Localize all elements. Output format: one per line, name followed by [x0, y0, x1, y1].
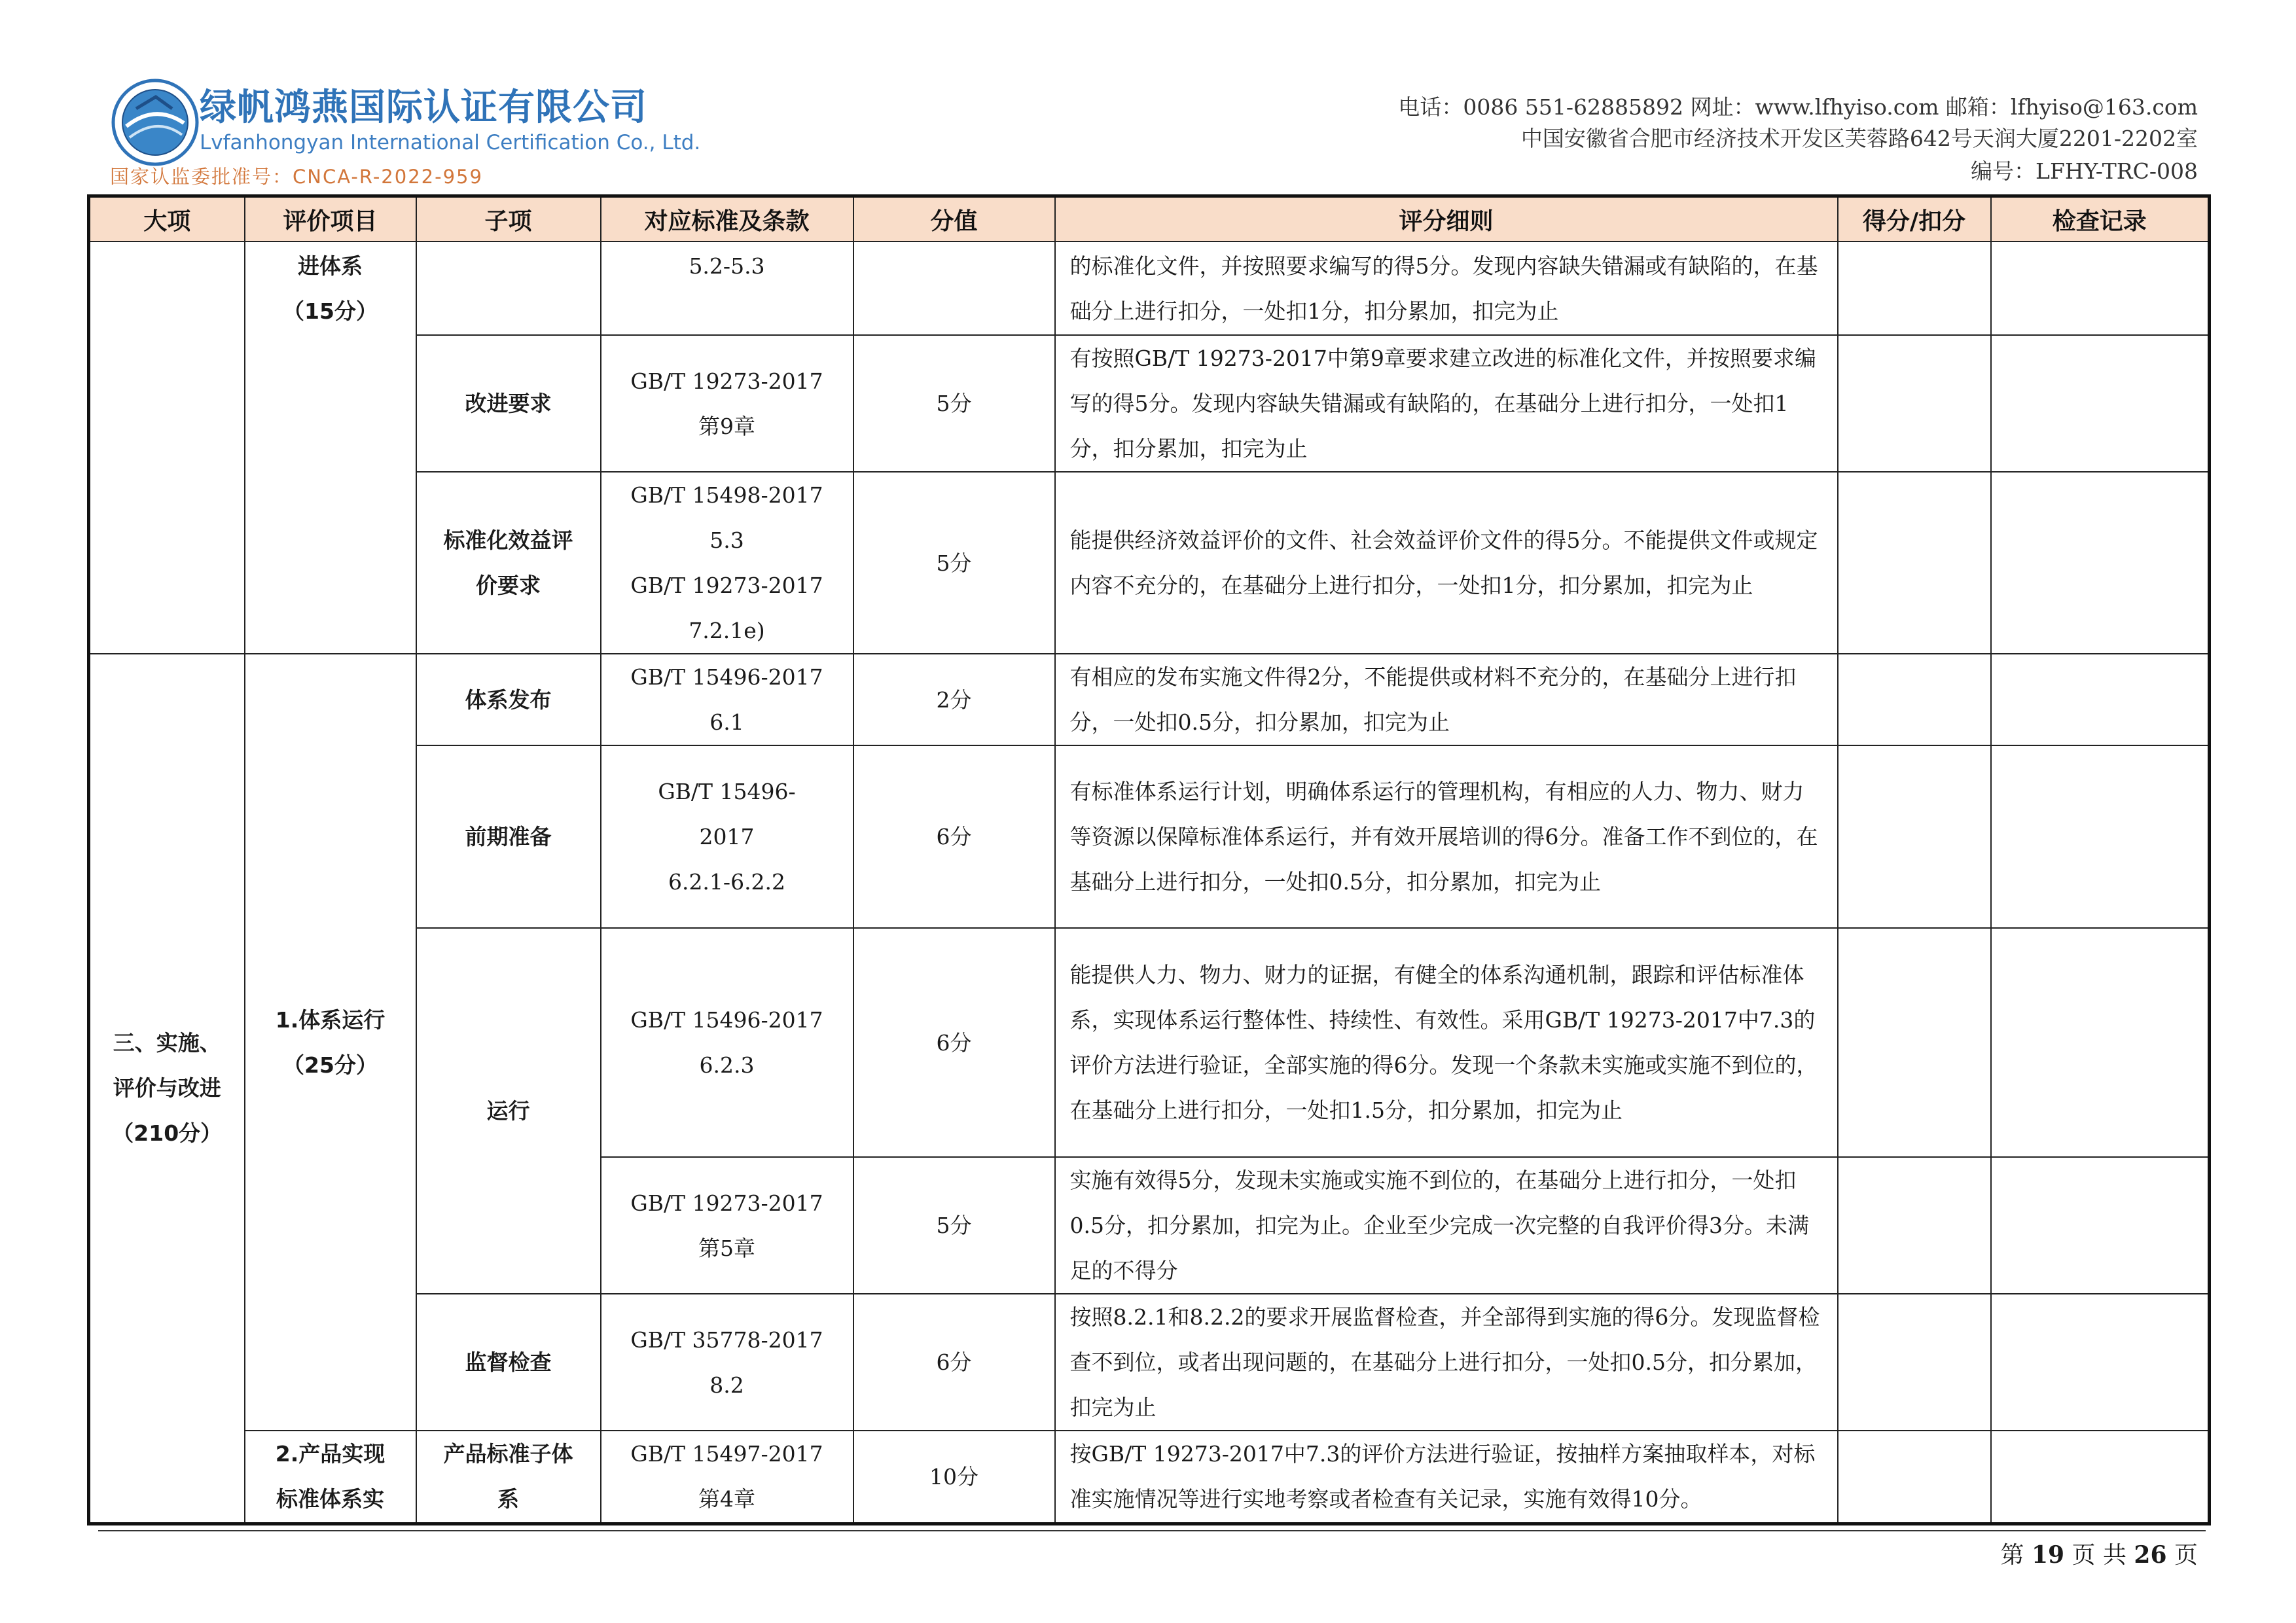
company-name-cn: 绿帆鸿燕国际认证有限公司: [200, 86, 647, 129]
score-cell: 10分: [853, 1431, 1055, 1524]
points-input-cell[interactable]: [1838, 1157, 1991, 1294]
subitem-cell: 运行: [416, 928, 601, 1294]
subitem-cell: 改进要求: [416, 335, 601, 472]
standard-cell: GB/T 19273-2017 第5章: [601, 1157, 853, 1294]
standard-cell: 5.2-5.3: [601, 241, 853, 335]
project-cell: 进体系 （15分）: [245, 241, 416, 654]
category-cell-empty: [89, 241, 245, 654]
points-input-cell[interactable]: [1838, 928, 1991, 1157]
points-input-cell[interactable]: [1838, 745, 1991, 928]
record-input-cell[interactable]: [1991, 928, 2210, 1157]
col-header-criteria: 评分细则: [1055, 196, 1838, 242]
table-row: [89, 1431, 2210, 1524]
col-header-score: 分值: [853, 196, 1055, 242]
points-input-cell[interactable]: [1838, 1431, 1991, 1524]
globe-logo-icon: [110, 77, 200, 168]
standard-cell: GB/T 19273-2017 第9章: [601, 335, 853, 472]
company-name-en: Lvfanhongyan International Certification Co., Ltd.: [200, 131, 701, 154]
record-input-cell[interactable]: [1991, 335, 2210, 472]
criteria-cell[interactable]: 有标准体系运行计划，明确体系运行的管理机构，有相应的人力、物力、财力等资源以保障标准体系运行，并有效开展培训的得6分。准备工作不到位的，在基础分上进行扣分，一处扣0.5分，扣分累加，扣完为止: [1055, 745, 1838, 928]
score-cell: 5分: [853, 1157, 1055, 1294]
criteria-cell[interactable]: 能提供人力、物力、财力的证据，有健全的体系沟通机制，跟踪和评估标准体系，实现体系运行整体性、持续性、有效性。采用GB/T 19273-2017中7.3的评价方法进行验证，全部实施的得6分。发现一个条款未实施或实施不到位的，在基础分上进行扣分，一处扣1.5分，扣分累加，扣完为止: [1055, 928, 1838, 1157]
standard-cell: GB/T 35778-2017 8.2: [601, 1294, 853, 1431]
score-cell: 6分: [853, 928, 1055, 1157]
points-input-cell[interactable]: [1838, 1294, 1991, 1431]
col-header-project: 评价项目: [245, 196, 416, 242]
record-input-cell[interactable]: [1991, 472, 2210, 654]
standard-cell: GB/T 15496-2017 6.1: [601, 654, 853, 745]
document-number: 编号：LFHY-TRC-008: [1971, 158, 2198, 184]
score-cell: 6分: [853, 745, 1055, 928]
approval-number: 国家认监委批准号：CNCA-R-2022-959: [110, 166, 483, 188]
subitem-cell: [416, 241, 601, 335]
company-address: 中国安徽省合肥市经济技术开发区芙蓉路642号天润大厦2201-2202室: [1520, 126, 2198, 151]
table-header-row: [89, 196, 2210, 242]
footer-divider: [98, 1530, 2206, 1531]
points-input-cell[interactable]: [1838, 654, 1991, 745]
points-input-cell[interactable]: [1838, 472, 1991, 654]
record-input-cell[interactable]: [1991, 1157, 2210, 1294]
record-input-cell[interactable]: [1991, 1431, 2210, 1524]
table-row: [89, 241, 2210, 335]
score-cell: 5分: [853, 472, 1055, 654]
subitem-cell: 监督检查: [416, 1294, 601, 1431]
page-number: 第 19 页 共 26 页: [2000, 1541, 2198, 1569]
score-cell: [853, 241, 1055, 335]
total-pages: 26: [2134, 1541, 2167, 1569]
record-input-cell[interactable]: [1991, 654, 2210, 745]
record-input-cell[interactable]: [1991, 745, 2210, 928]
category-cell: 三、实施、 评价与改进 （210分）: [89, 654, 245, 1524]
score-cell: 5分: [853, 335, 1055, 472]
table-row: [89, 654, 2210, 745]
page-header: [0, 0, 2296, 196]
col-header-category: 大项: [89, 196, 245, 242]
current-page: 19: [2031, 1541, 2065, 1569]
points-input-cell[interactable]: [1838, 335, 1991, 472]
subitem-cell: 标准化效益评 价要求: [416, 472, 601, 654]
points-input-cell[interactable]: [1838, 241, 1991, 335]
subitem-cell: 体系发布: [416, 654, 601, 745]
criteria-cell[interactable]: 按GB/T 19273-2017中7.3的评价方法进行验证，按抽样方案抽取样本，对标准实施情况等进行实地考察或者检查有关记录，实施有效得10分。: [1055, 1431, 1838, 1524]
col-header-points: 得分/扣分: [1838, 196, 1991, 242]
criteria-cell[interactable]: 能提供经济效益评价的文件、社会效益评价文件的得5分。不能提供文件或规定内容不充分的，在基础分上进行扣分，一处扣1分，扣分累加，扣完为止: [1055, 472, 1838, 654]
standard-cell: GB/T 15496- 2017 6.2.1-6.2.2: [601, 745, 853, 928]
criteria-cell[interactable]: 有按照GB/T 19273-2017中第9章要求建立改进的标准化文件，并按照要求编写的得5分。发现内容缺失错漏或有缺陷的，在基础分上进行扣分，一处扣1分，扣分累加，扣完为止: [1055, 335, 1838, 472]
contact-info: 电话：0086 551-62885892 网址：www.lfhyiso.com 邮箱：lfhyiso@163.com: [1398, 94, 2198, 120]
score-cell: 6分: [853, 1294, 1055, 1431]
evaluation-table: [87, 194, 2211, 1525]
criteria-cell[interactable]: 实施有效得5分，发现未实施或实施不到位的，在基础分上进行扣分，一处扣0.5分，扣分累加，扣完为止。企业至少完成一次完整的自我评价得3分。未满足的不得分: [1055, 1157, 1838, 1294]
standard-cell: GB/T 15496-2017 6.2.3: [601, 928, 853, 1157]
subitem-cell: 产品标准子体 系: [416, 1431, 601, 1524]
record-input-cell[interactable]: [1991, 241, 2210, 335]
col-header-standard: 对应标准及条款: [601, 196, 853, 242]
criteria-cell[interactable]: 按照8.2.1和8.2.2的要求开展监督检查，并全部得到实施的得6分。发现监督检查不到位，或者出现问题的，在基础分上进行扣分，一处扣0.5分，扣分累加，扣完为止: [1055, 1294, 1838, 1431]
criteria-cell[interactable]: 有相应的发布实施文件得2分，不能提供或材料不充分的，在基础分上进行扣分，一处扣0.5分，扣分累加，扣完为止: [1055, 654, 1838, 745]
criteria-cell[interactable]: 的标准化文件，并按照要求编写的得5分。发现内容缺失错漏或有缺陷的，在基础分上进行扣分，一处扣1分，扣分累加，扣完为止: [1055, 241, 1838, 335]
standard-cell: GB/T 15498-2017 5.3 GB/T 19273-2017 7.2.1e): [601, 472, 853, 654]
project-cell: 1.体系运行 （25分）: [245, 654, 416, 1431]
subitem-cell: 前期准备: [416, 745, 601, 928]
score-cell: 2分: [853, 654, 1055, 745]
record-input-cell[interactable]: [1991, 1294, 2210, 1431]
project-cell: 2.产品实现 标准体系实: [245, 1431, 416, 1524]
col-header-subitem: 子项: [416, 196, 601, 242]
col-header-record: 检查记录: [1991, 196, 2210, 242]
standard-cell: GB/T 15497-2017 第4章: [601, 1431, 853, 1524]
